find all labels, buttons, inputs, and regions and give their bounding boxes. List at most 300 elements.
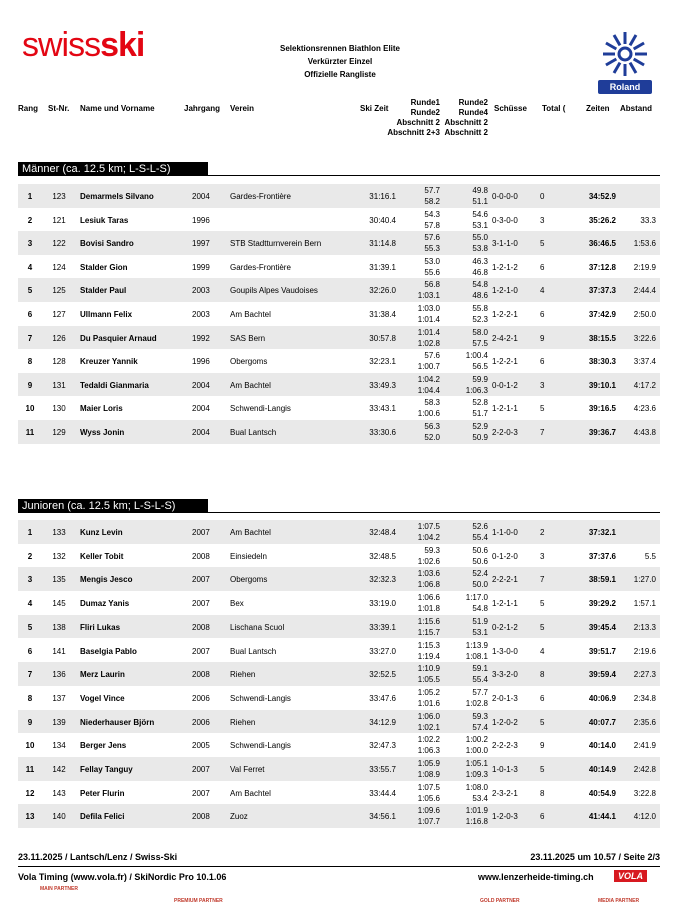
start-number: 138 — [52, 622, 66, 632]
round2-split-a: 58.0 — [472, 327, 488, 337]
round1-split-a: 1:05.2 — [417, 687, 440, 697]
birth-year: 1996 — [192, 215, 210, 225]
athlete-name: Baselgia Pablo — [80, 646, 137, 656]
rank: 5 — [27, 286, 33, 296]
col-zeiten: Zeiten — [586, 104, 610, 113]
table-row — [18, 733, 660, 757]
club: Schwendi-Langis — [230, 404, 291, 414]
round1-split-b: 1:19.4 — [417, 651, 440, 661]
round1-split-b: 1:03.1 — [417, 291, 440, 301]
start-number: 130 — [52, 404, 66, 414]
round1-split-a: 57.6 — [424, 233, 440, 243]
round2-split-a: 52.8 — [472, 398, 488, 408]
ski-time: 33:44.4 — [369, 788, 396, 798]
ski-time: 32:48.4 — [369, 528, 396, 537]
round1-split-b: 1:15.7 — [417, 627, 440, 637]
partner-label-premium: PREMIUM PARTNER — [174, 898, 223, 904]
ski-time: 31:39.1 — [369, 262, 396, 272]
footer-website-link[interactable]: www.lenzerheide-timing.ch — [478, 872, 594, 882]
shooting: 1-0-1-3 — [492, 765, 518, 774]
total-penalties: 5 — [540, 404, 545, 414]
final-time: 37:42.9 — [588, 310, 616, 319]
round2-split-a: 59.3 — [472, 711, 488, 721]
total-penalties: 0 — [540, 192, 545, 201]
final-time: 38:59.1 — [588, 575, 616, 585]
shooting: 2-2-2-3 — [492, 741, 518, 751]
gap: 4:23.6 — [633, 404, 656, 414]
table-row — [18, 255, 660, 279]
round2-split-b: 1:16.8 — [465, 817, 488, 827]
gap: 2:19.9 — [633, 262, 656, 272]
round2-split-b: 1:08.1 — [465, 651, 488, 661]
vola-logo: VOLA — [614, 870, 647, 882]
ski-time: 32:23.1 — [369, 357, 396, 367]
shooting: 2-2-2-1 — [492, 575, 518, 585]
footer-timing-software: Vola Timing (www.vola.fr) / SkiNordic Pro 10.1.06 — [18, 872, 227, 882]
rank: 7 — [27, 670, 33, 680]
table-row — [18, 302, 660, 326]
ski-time: 33:19.0 — [369, 599, 396, 609]
gap: 1:27.0 — [633, 575, 656, 585]
gap: 2:50.0 — [633, 310, 656, 319]
footer-event-info: 23.11.2025 / Lantsch/Lenz / Swiss-Ski — [18, 852, 178, 862]
athlete-name: Mengis Jesco — [80, 575, 133, 585]
rank: 4 — [27, 599, 33, 609]
birth-year: 1992 — [192, 333, 210, 343]
round1-split-a: 1:02.2 — [417, 735, 440, 745]
club: Bual Lantsch — [230, 646, 277, 656]
shooting: 0-3-0-0 — [492, 215, 518, 225]
rank: 11 — [25, 428, 35, 437]
gap: 2:13.3 — [633, 622, 656, 632]
final-time: 40:07.7 — [588, 717, 616, 727]
total-penalties: 4 — [540, 286, 545, 296]
final-time: 41:44.1 — [588, 812, 616, 822]
round2-split-a: 52.4 — [472, 569, 488, 579]
ski-time: 34:56.1 — [369, 812, 396, 822]
shooting: 0-2-1-2 — [492, 622, 518, 632]
footer-page-info: 23.11.2025 um 10.57 / Seite 2/3 — [530, 852, 660, 862]
final-time: 36:46.5 — [588, 239, 616, 249]
club: Obergoms — [230, 357, 268, 367]
athlete-name: Merz Laurin — [80, 670, 125, 680]
rank: 2 — [27, 215, 33, 225]
round2-split-a: 55.0 — [472, 233, 488, 243]
gap: 4:17.2 — [633, 380, 656, 390]
round2-split-b: 1:00.0 — [465, 746, 488, 756]
final-time: 40:06.9 — [588, 693, 616, 703]
start-number: 142 — [52, 765, 66, 774]
birth-year: 2007 — [192, 599, 210, 609]
athlete-name: Maier Loris — [80, 404, 123, 414]
round2-split-b: 57.5 — [472, 338, 488, 348]
round2-split-a: 1:17.0 — [465, 593, 488, 603]
athlete-name: Tedaldi Gianmaria — [80, 380, 149, 390]
gap: 2:42.8 — [633, 765, 656, 774]
start-number: 121 — [52, 215, 66, 225]
shooting: 1-2-1-1 — [492, 599, 518, 609]
gap: 3:22.8 — [633, 788, 656, 798]
total-penalties: 3 — [540, 380, 545, 390]
start-number: 145 — [52, 599, 66, 609]
round2-split-a: 49.8 — [472, 186, 488, 195]
birth-year: 2007 — [192, 575, 210, 585]
shooting: 1-1-0-0 — [492, 528, 518, 537]
birth-year: 2006 — [192, 693, 210, 703]
final-time: 39:29.2 — [588, 599, 616, 609]
birth-year: 2004 — [192, 380, 210, 390]
round2-split-b: 50.6 — [472, 556, 488, 566]
gap: 33.3 — [640, 215, 656, 225]
birth-year: 2004 — [192, 404, 210, 414]
total-penalties: 2 — [540, 528, 545, 537]
gap: 4:12.0 — [633, 812, 656, 822]
table-row — [18, 567, 660, 591]
round1-split-a: 1:15.3 — [417, 640, 440, 650]
rank: 6 — [27, 646, 33, 656]
total-penalties: 7 — [540, 428, 545, 437]
start-number: 132 — [52, 551, 66, 561]
birth-year: 2006 — [192, 717, 210, 727]
total-penalties: 5 — [540, 717, 545, 727]
round2-split-b: 50.0 — [472, 580, 488, 590]
table-row — [18, 520, 660, 544]
gap: 2:41.9 — [633, 741, 656, 751]
gap: 2:44.4 — [633, 286, 656, 296]
round2-split-a: 54.8 — [472, 280, 488, 290]
shooting: 2-3-2-1 — [492, 788, 518, 798]
table-row — [18, 184, 660, 208]
total-penalties: 6 — [540, 262, 545, 272]
athlete-name: Lesiuk Taras — [80, 215, 129, 225]
start-number: 140 — [52, 812, 66, 822]
round2-split-b: 55.4 — [472, 675, 488, 685]
shooting: 1-2-2-1 — [492, 310, 518, 319]
round1-split-b: 1:08.9 — [417, 770, 440, 779]
gap: 3:22.6 — [633, 333, 656, 343]
table-row — [18, 615, 660, 639]
gap: 4:43.8 — [633, 428, 656, 437]
final-time: 39:51.7 — [588, 646, 616, 656]
table-row — [18, 757, 660, 781]
final-time: 40:14.9 — [588, 765, 616, 774]
rank: 3 — [27, 575, 33, 585]
round2-split-b: 51.1 — [472, 197, 488, 206]
total-penalties: 7 — [540, 575, 545, 585]
club: Am Bachtel — [230, 528, 271, 537]
birth-year: 2004 — [192, 428, 210, 437]
round2-split-b: 55.4 — [472, 533, 488, 542]
round1-split-a: 1:10.9 — [417, 664, 440, 674]
table-row — [18, 639, 660, 663]
total-penalties: 8 — [540, 788, 545, 798]
gap: 2:34.8 — [633, 693, 656, 703]
round2-split-b: 53.8 — [472, 244, 488, 254]
round1-split-a: 1:15.6 — [417, 616, 440, 626]
col-name: Name und Vorname — [80, 104, 155, 113]
rank: 11 — [25, 765, 35, 774]
birth-year: 2008 — [192, 551, 210, 561]
round1-split-a: 1:04.2 — [417, 374, 440, 384]
rank: 13 — [25, 812, 35, 822]
partner-label-media: MEDIA PARTNER — [598, 898, 640, 904]
round2-split-b: 1:02.8 — [465, 698, 488, 708]
rank: 10 — [25, 741, 35, 751]
partner-label-gold: GOLD PARTNER — [480, 898, 520, 904]
total-penalties: 6 — [540, 693, 545, 703]
round1-split-b: 1:02.6 — [417, 556, 440, 566]
table-row — [18, 804, 660, 828]
final-time: 37:37.3 — [588, 286, 616, 296]
start-number: 135 — [52, 575, 66, 585]
club: Val Ferret — [230, 765, 265, 774]
rank: 6 — [27, 310, 33, 319]
total-penalties: 5 — [540, 765, 545, 774]
start-number: 131 — [52, 380, 66, 390]
birth-year: 2007 — [192, 765, 210, 774]
round1-split-a: 1:03.6 — [417, 569, 440, 579]
total-penalties: 9 — [540, 333, 545, 343]
gap: 2:19.6 — [633, 646, 656, 656]
round2-split-a: 59.1 — [472, 664, 488, 674]
swissski-logo: swissski — [22, 26, 145, 64]
table-row — [18, 208, 660, 232]
gap: 2:27.3 — [633, 670, 656, 680]
shooting: 3-3-2-0 — [492, 670, 518, 680]
start-number: 134 — [52, 741, 66, 751]
round2-split-b: 51.7 — [472, 409, 488, 419]
round1-split-a: 1:06.0 — [417, 711, 440, 721]
round2-split-a: 1:00.4 — [465, 351, 488, 361]
club: SAS Bern — [230, 333, 266, 343]
final-time: 37:37.6 — [588, 551, 616, 561]
round1-split-a: 1:09.6 — [417, 806, 440, 816]
club: Schwendi-Langis — [230, 693, 291, 703]
round1-split-b: 1:04.4 — [417, 385, 440, 395]
shooting: 2-0-1-3 — [492, 693, 518, 703]
round2-split-a: 55.8 — [472, 304, 488, 313]
rank: 7 — [27, 333, 33, 343]
shooting: 0-1-2-0 — [492, 551, 518, 561]
round1-split-a: 1:07.5 — [417, 782, 440, 792]
start-number: 122 — [52, 239, 66, 249]
ski-time: 33:49.3 — [369, 380, 396, 390]
club: Lischana Scuol — [230, 622, 285, 632]
rank: 8 — [27, 357, 33, 367]
start-number: 136 — [52, 670, 66, 680]
round1-split-b: 1:00.6 — [417, 409, 440, 419]
ski-time: 32:32.3 — [369, 575, 396, 585]
start-number: 137 — [52, 693, 66, 703]
round1-split-a: 1:05.9 — [417, 759, 440, 768]
col-total: Total ( — [542, 104, 566, 113]
ski-time: 32:47.3 — [369, 741, 396, 751]
round1-split-b: 1:00.7 — [417, 362, 440, 372]
col-abstand: Abstand — [620, 104, 652, 113]
col-runde2: Runde2 Runde4 Abschnitt 2 Abschnitt 2 — [444, 98, 488, 137]
ski-time: 33:47.6 — [369, 693, 396, 703]
rank: 1 — [27, 192, 33, 201]
final-time: 37:32.1 — [588, 528, 616, 537]
start-number: 143 — [52, 788, 66, 798]
club: STB Stadtturnverein Bern — [230, 239, 322, 249]
round2-split-a: 50.6 — [472, 545, 488, 555]
rank: 3 — [27, 239, 33, 249]
birth-year: 2008 — [192, 622, 210, 632]
col-st-nr: St-Nr. — [48, 104, 70, 113]
round1-split-b: 55.3 — [424, 244, 440, 254]
ski-time: 32:52.5 — [369, 670, 396, 680]
start-number: 125 — [52, 286, 66, 296]
ski-time: 33:30.6 — [369, 428, 396, 437]
total-penalties: 3 — [540, 215, 545, 225]
rank: 10 — [25, 404, 35, 414]
round2-split-b: 53.1 — [472, 220, 488, 230]
total-penalties: 8 — [540, 670, 545, 680]
table-row — [18, 420, 660, 444]
ski-time: 33:43.1 — [369, 404, 396, 414]
ski-time: 30:40.4 — [369, 215, 396, 225]
final-time: 38:30.3 — [588, 357, 616, 367]
birth-year: 2008 — [192, 670, 210, 680]
club: Schwendi-Langis — [230, 741, 291, 751]
club: Obergoms — [230, 575, 268, 585]
athlete-name: Fliri Lukas — [80, 622, 121, 632]
round2-split-b: 53.4 — [472, 793, 488, 803]
final-time: 38:15.5 — [588, 333, 616, 343]
event-title: Selektionsrennen Biathlon Elite — [279, 44, 401, 53]
round1-split-a: 1:01.4 — [417, 327, 440, 337]
round2-split-b: 53.1 — [472, 627, 488, 637]
table-row — [18, 662, 660, 686]
start-number: 141 — [52, 646, 66, 656]
total-penalties: 5 — [540, 239, 545, 249]
col-ski-zeit: Ski Zeit — [360, 104, 389, 113]
athlete-name: Fellay Tanguy — [80, 765, 133, 774]
athlete-name: Demarmels Silvano — [80, 192, 154, 201]
round1-split-b: 1:01.6 — [417, 698, 440, 708]
section-title-men: Männer (ca. 12.5 km; L-S-L-S) — [18, 162, 208, 176]
round1-split-b: 1:01.8 — [417, 604, 440, 614]
total-penalties: 4 — [540, 646, 545, 656]
athlete-name: Keller Tobit — [80, 551, 124, 561]
round2-split-b: 48.6 — [472, 291, 488, 301]
ski-time: 31:16.1 — [369, 192, 396, 201]
club: Am Bachtel — [230, 380, 271, 390]
birth-year: 2008 — [192, 812, 210, 822]
birth-year: 2007 — [192, 528, 210, 537]
table-row — [18, 349, 660, 373]
birth-year: 2003 — [192, 310, 210, 319]
col-runde1: Runde1 Runde2 Abschnitt 2 Abschnitt 2+3 — [387, 98, 440, 137]
athlete-name: Stalder Paul — [80, 286, 127, 296]
round1-split-b: 1:07.7 — [417, 817, 440, 827]
round2-split-a: 46.3 — [472, 256, 488, 266]
section-title-juniors: Junioren (ca. 12.5 km; L-S-L-S) — [18, 499, 208, 513]
col-rang: Rang — [18, 104, 38, 113]
table-row — [18, 544, 660, 568]
round1-split-a: 58.3 — [424, 398, 440, 408]
round2-split-b: 46.8 — [472, 267, 488, 277]
final-time: 35:26.2 — [588, 215, 616, 225]
round2-split-a: 1:00.2 — [465, 735, 488, 745]
club: Gardes-Frontière — [230, 262, 291, 272]
start-number: 124 — [52, 262, 66, 272]
total-penalties: 6 — [540, 812, 545, 822]
gap: 5.5 — [644, 551, 656, 561]
start-number: 139 — [52, 717, 66, 727]
table-row — [18, 710, 660, 734]
round1-split-b: 58.2 — [424, 197, 440, 206]
shooting: 2-2-0-3 — [492, 428, 518, 437]
round2-split-a: 51.9 — [472, 616, 488, 626]
round1-split-a: 56.8 — [424, 280, 440, 290]
round2-split-a: 1:08.0 — [465, 782, 488, 792]
round2-split-b: 1:09.3 — [465, 770, 488, 779]
round1-split-a: 54.3 — [424, 209, 440, 219]
birth-year: 2007 — [192, 646, 210, 656]
table-row — [18, 231, 660, 255]
start-number: 127 — [52, 310, 66, 319]
rank: 9 — [27, 717, 33, 727]
table-row — [18, 781, 660, 805]
birth-year: 2005 — [192, 741, 210, 751]
rank: 1 — [27, 528, 33, 537]
club: Riehen — [230, 670, 256, 680]
total-penalties: 9 — [540, 741, 545, 751]
club: Am Bachtel — [230, 310, 271, 319]
rank: 5 — [27, 622, 33, 632]
final-time: 40:14.0 — [588, 741, 616, 751]
round1-split-b: 1:05.5 — [417, 675, 440, 685]
start-number: 128 — [52, 357, 66, 367]
birth-year: 1999 — [192, 262, 210, 272]
round2-split-b: 56.5 — [472, 362, 488, 372]
round2-split-b: 50.9 — [472, 433, 488, 442]
athlete-name: Peter Flurin — [80, 788, 125, 798]
athlete-name: Wyss Jonin — [80, 428, 125, 437]
table-row — [18, 591, 660, 615]
athlete-name: Berger Jens — [80, 741, 127, 751]
athlete-name: Niederhauser Björn — [80, 717, 155, 727]
table-row — [18, 396, 660, 420]
club: Einsiedeln — [230, 551, 267, 561]
col-jahrgang: Jahrgang — [184, 104, 221, 113]
start-number: 126 — [52, 333, 66, 343]
ski-time: 33:55.7 — [369, 765, 396, 774]
ski-time: 32:26.0 — [369, 286, 396, 296]
round1-split-a: 53.0 — [424, 256, 440, 266]
athlete-name: Kunz Levin — [80, 528, 123, 537]
round1-split-a: 1:03.0 — [417, 304, 440, 313]
round1-split-b: 1:06.3 — [417, 746, 440, 756]
final-time: 40:54.9 — [588, 788, 616, 798]
total-penalties: 6 — [540, 310, 545, 319]
round1-split-a: 57.7 — [424, 186, 440, 195]
roland-label: Roland — [598, 80, 652, 94]
shooting: 1-2-2-1 — [492, 357, 518, 367]
round1-split-a: 56.3 — [424, 422, 440, 431]
club: Am Bachtel — [230, 788, 271, 798]
event-format: Verkürzter Einzel — [307, 57, 373, 66]
club: Goupils Alpes Vaudoises — [230, 286, 318, 296]
table-row — [18, 373, 660, 397]
table-row — [18, 686, 660, 710]
gap: 2:35.6 — [633, 717, 656, 727]
rank: 4 — [27, 262, 33, 272]
col-verein: Verein — [230, 104, 255, 113]
club: Riehen — [230, 717, 256, 727]
